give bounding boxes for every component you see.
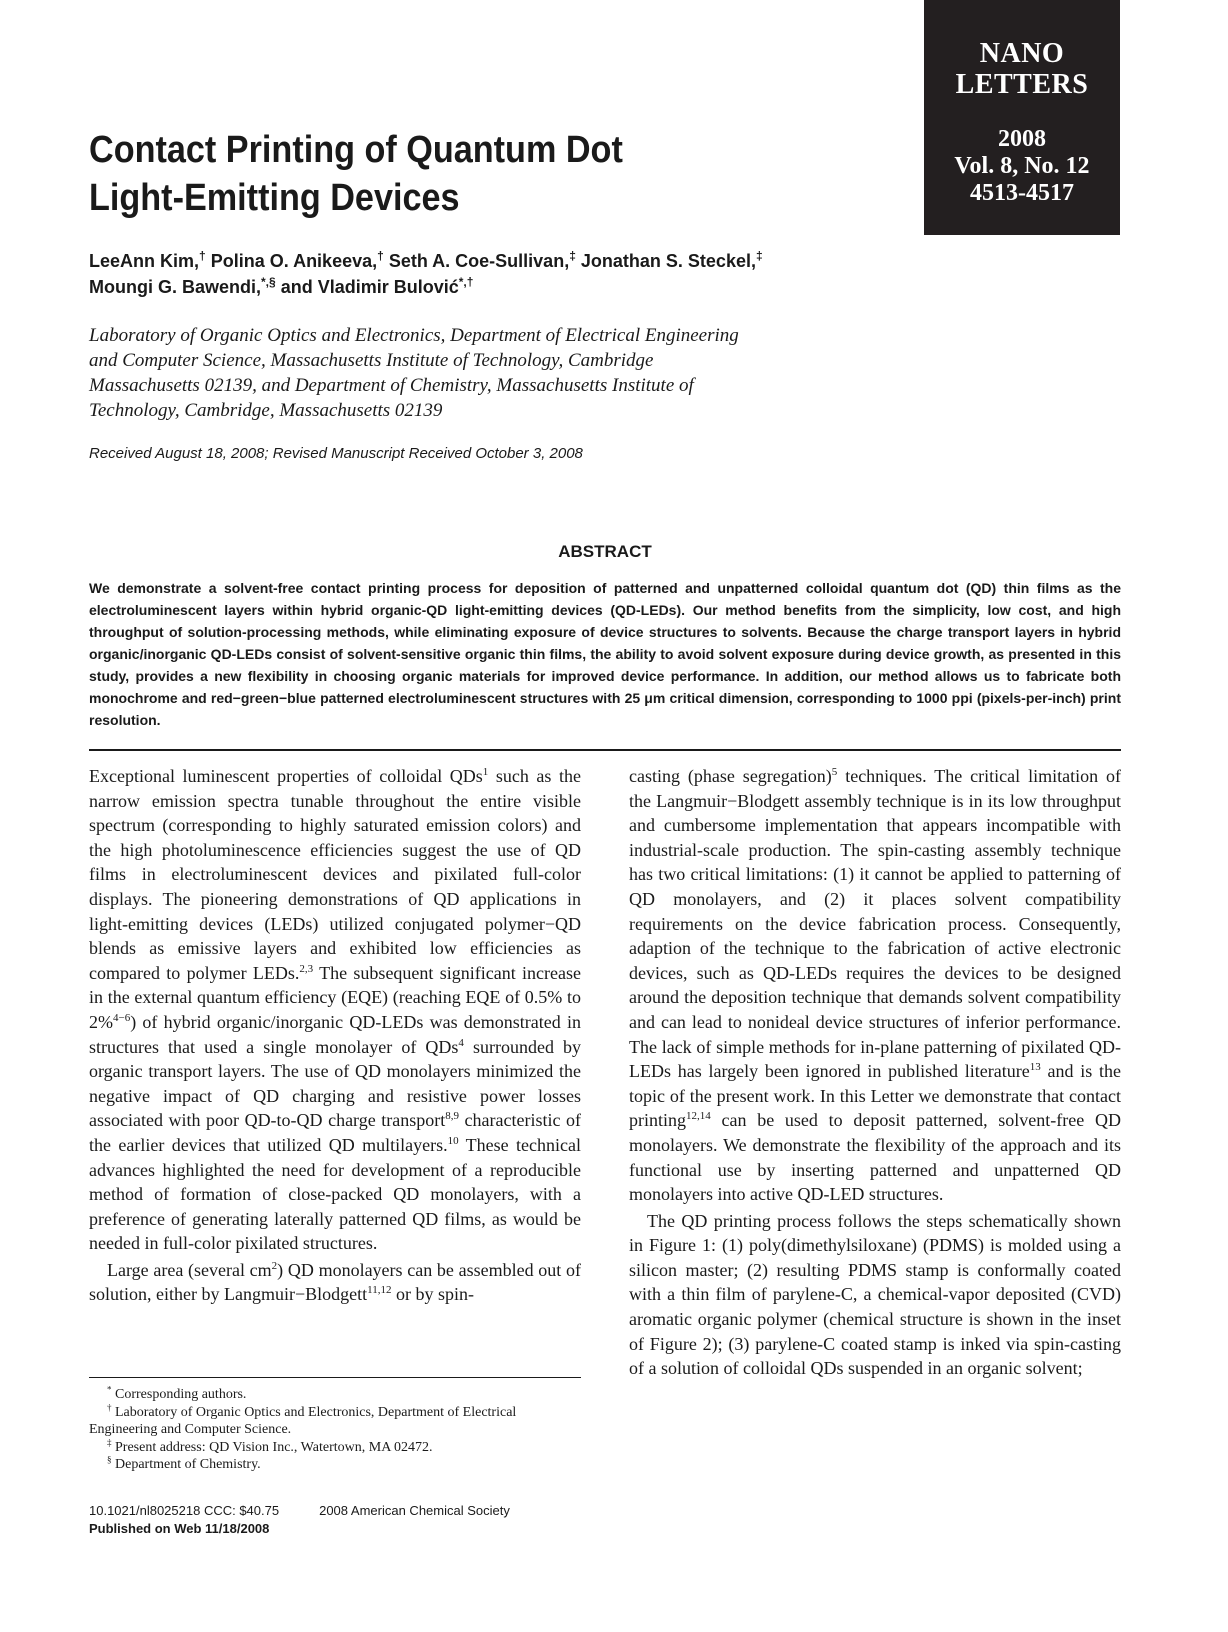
citation-ref: 12,14 [686,1110,711,1123]
journal-name-line2: LETTERS [955,69,1089,100]
published-date: Published on Web 11/18/2008 [89,1521,270,1536]
journal-name [924,38,1120,100]
footnote: ‡ Present address: QD Vision Inc., Watertown, MA 02472. [107,1436,433,1455]
affiliation-line: and Computer Science, Massachusetts Institute of Technology, Cambridge [89,350,654,371]
footnote: * Corresponding authors. [107,1384,247,1402]
body-paragraph: The QD printing process follows the steps schematically shown in Figure 1: (1) poly(dimethylsiloxane) (PDMS) is molded using a silicon master; (2) resulting PDMS stamp is conformally coated with a thin film of parylene-C, a chemical-vapor deposited (CVD) aromatic organic polymer (chemical structure is shown in the inset of Figure 2); (3) parylene-C coated stamp is inked via spin-casting of a solution of colloidal QDs suspended in an organic solvent; [629,1210,1121,1379]
doi: 10.1021/nl8025218 CCC: $40.75 [89,1503,280,1518]
footnote: § Department of Chemistry. [107,1454,261,1472]
affiliation [89,323,829,423]
title-line-2: Light-Emitting Devices [89,177,460,219]
body-column-right [629,764,1121,1381]
journal-box [924,0,1120,235]
footnotes [89,1386,581,1474]
citation-ref: 4−6 [113,1011,131,1024]
citation-ref: 2,3 [299,962,314,975]
body-paragraph: Large area (several $cm^2$) QD monolayers can be assembled out of solution, either by Langmuir−Blodgett$^{11,12}$ or by spin- [89,1259,581,1305]
citation-ref: 8,9 [445,1110,459,1123]
author-list [89,248,889,300]
body-paragraph: Exceptional luminescent properties of colloidal QDs$^1$ such as the narrow emission spectra tunable throughout the entire visible spectrum (corresponding to highly saturated emission colors) and the high photoluminescence efficiencies suggest the use of QD films in electroluminescent devices and pixilated full-color displays. The pioneering demonstrations of QD applications in light-emitting devices (LEDs) utilized conjugated polymer−QD blends as emissive layers and exhibited low efficiencies as compared to polymer LEDs.$^{2,3}$ The subsequent significant increase in the external quantum efficiency (EQE) (reaching EQE of 0.5% to 2%$^{4-6}$) of hybrid organic/inorganic QD-LEDs was demonstrated in structures that used a single monolayer of QDs$^4$ surrounded by organic transport layers. The use of QD monolayers minimized the negative impact of QD charging and resistive power losses associated with poor QD-to-QD charge transport$^{8,9}$ characteristic of the earlier devices that utilized QD multilayers.$^{10}$ These technical advances highlighted the need for development of a reproducible method of formation of close-packed QD monolayers, with a preference of generating laterally patterned QD films, as would be needed in full-color pixilated structures. [89,766,582,1254]
citation-ref: 13 [1029,1061,1041,1074]
citation-ref: 2 [271,1259,278,1272]
doi-line [89,1502,589,1520]
footnote: † Laboratory of Organic Optics and Electronics, Department of Electrical Engineering and Computer Science. [89,1401,517,1437]
author: Polina O. Anikeeva,† [210,249,384,271]
author: Jonathan S. Steckel,‡ [580,249,763,271]
journal-name-line1: NANO [979,38,1065,69]
journal-pages: 4513-4517 [970,180,1074,206]
copyright: 2008 American Chemical Society [319,1503,510,1518]
citation-ref: 5 [831,766,838,778]
abstract-heading: ABSTRACT [558,542,652,561]
journal-issue [924,126,1120,207]
journal-volume: Vol. 8, No. 12 [954,153,1090,179]
citation-ref: 10 [447,1134,459,1147]
journal-year: 2008 [998,126,1046,152]
body-column-left [89,764,581,1307]
affiliation-line: Technology, Cambridge, Massachusetts 02139 [89,400,443,421]
affiliation-line: Massachusetts 02139, and Department of Chemistry, Massachusetts Institute of [89,375,694,396]
title-line-1: Contact Printing of Quantum Dot [89,129,623,171]
affiliation-line: Laboratory of Organic Optics and Electronics, Department of Electrical Engineering [89,325,739,346]
received-dates: Received August 18, 2008; Revised Manuscript Received October 3, 2008 [89,445,583,462]
citation-ref: 4 [458,1036,464,1049]
author: LeeAnn Kim,† [89,249,206,271]
author: Seth A. Coe-Sullivan,‡ [388,249,576,271]
article-title [89,126,791,222]
author: and Vladimir Bulović*,† [280,275,474,297]
abstract-text: We demonstrate a solvent-free contact printing process for deposition of patterned and unpatterned colloidal quantum dot (QD) thin films as the electroluminescent layers within hybrid organic-QD light-emitting devices (QD-LEDs). Our method benefits from the simplicity, low cost, and high throughput of solution-processing methods, while eliminating exposure of device structures to solvents. Because the charge transport layers in hybrid organic/inorganic QD-LEDs consist of solvent-sensitive organic thin films, the ability to avoid solvent exposure during device growth, as presented in this study, provides a new flexibility in choosing organic materials for improved device performance. In addition, our method allows us to fabricate both monochrome and red−green−blue patterned electroluminescent structures with 25 μm critical dimension, corresponding to 1000 ppi (pixels-per-inch) print resolution. [89,580,1121,728]
footnote-divider [89,1377,581,1378]
abstract-divider [89,749,1121,751]
citation-ref: 1 [482,766,489,778]
body-paragraph: casting (phase segregation)$^5$ techniques. The critical limitation of the Langmuir−Blodgett assembly technique is in its low throughput and cumbersome implementation that appears incompatible with industrial-scale production. The spin-casting assembly technique has two critical limitations: (1) it cannot be applied to patterning of QD monolayers, and (2) it places solvent compatibility requirements on the device fabrication process. Consequently, adaption of the technique to the fabrication of active electronic devices, such as QD-LEDs requires the devices to be designed around the deposition technique that demands solvent compatibility and can lead to nonideal device structures of inferior performance. The lack of simple methods for in-plane patterning of pixilated QD-LEDs has largely been ignored in published literature$^{13}$ and is the topic of the present work. In this Letter we demonstrate that contact printing$^{12,14}$ can be used to deposit patterned, solvent-free QD monolayers. We demonstrate the flexibility of the approach and its functional use by inserting patterned and unpatterned QD monolayers into active QD-LED structures. [629,766,1121,1205]
citation-ref: 11,12 [367,1284,392,1297]
author: Moungi G. Bawendi,*,§ [89,275,276,297]
